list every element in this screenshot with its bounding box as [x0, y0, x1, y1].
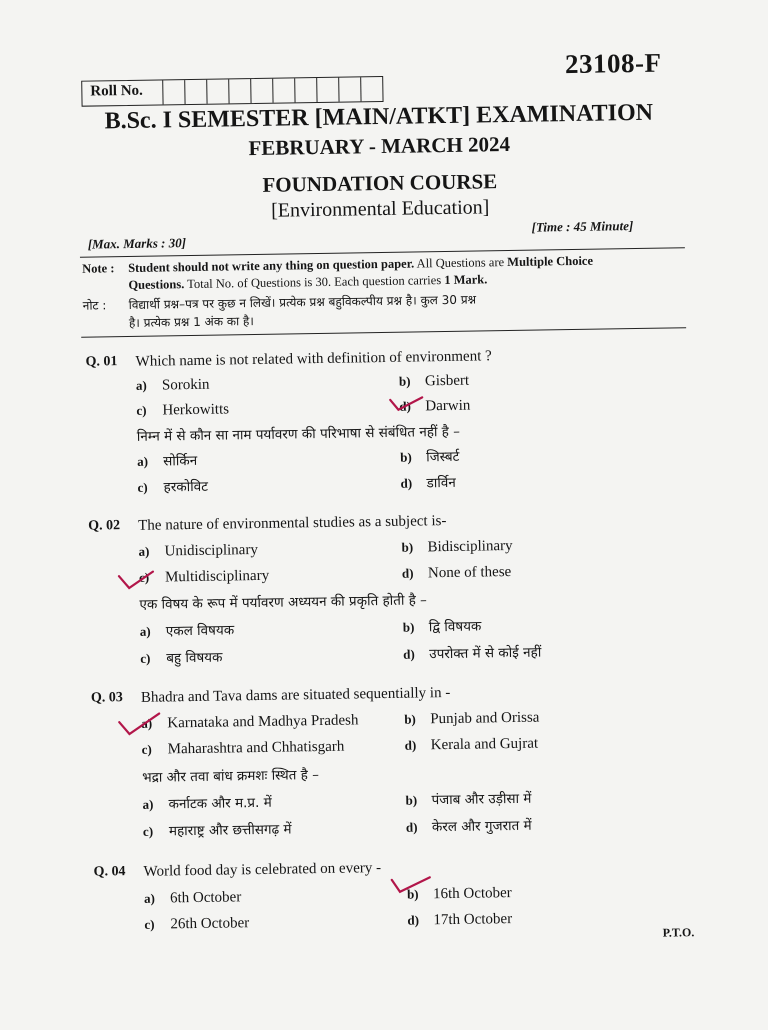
question-number: Q. 02 — [88, 518, 121, 534]
option-a: a) Sorokin — [135, 376, 210, 394]
roll-digit-box — [273, 78, 295, 102]
question-number: Q. 01 — [85, 354, 118, 370]
roll-digit-box — [207, 79, 229, 103]
exam-title: B.Sc. I SEMESTER [MAIN/ATKT] EXAMINATION — [104, 99, 654, 135]
note-text: Student should not write any thing on question paper. — [128, 256, 415, 275]
option-c: c) Multidisciplinary — [138, 567, 270, 586]
roll-digit-box — [229, 79, 251, 103]
answer-tick-mark — [390, 873, 434, 900]
option-c-hindi: c) महाराष्ट्र और छत्तीसगढ़ में — [142, 821, 292, 840]
option-b: b) 16th October — [406, 885, 512, 903]
answer-tick-mark — [117, 709, 163, 740]
note-text: Total No. of Questions is 30. Each question carries — [184, 273, 445, 292]
note-text: 1 Mark. — [444, 272, 488, 288]
note-text: All Questions are — [414, 255, 508, 271]
option-b-hindi: b) द्वि विषयक — [402, 618, 482, 636]
max-marks: [Max. Marks : 30] — [87, 235, 187, 252]
paper-code: 23108-F — [564, 47, 662, 80]
question-text-hindi: निम्न में से कौन सा नाम पर्यावरण की परिभाषा से संबंधित नहीं है – — [136, 423, 461, 445]
option-d-hindi: d) उपरोक्त में से कोई नहीं — [403, 644, 542, 663]
roll-label: Roll No. — [82, 80, 163, 105]
question-3 — [90, 682, 651, 840]
option-a: a) Unidisciplinary — [138, 541, 259, 560]
note-text-hindi: विद्यार्थी प्रश्न–पत्र पर कुछ न लिखें। प्रत्येक प्रश्न बहुविकल्पीय प्रश्न है। कुल 30 प्रश्न — [128, 292, 477, 312]
option-b: b) Bidisciplinary — [401, 537, 513, 556]
note-text: Multiple Choice — [507, 253, 594, 270]
question-4 — [93, 856, 654, 933]
roll-digit-box — [317, 78, 339, 102]
option-c: c) 26th October — [144, 915, 250, 933]
question-text-hindi: एक विषय के रूप में पर्यावरण अध्ययन की प्रकृति होती है – — [139, 592, 428, 613]
option-d-hindi: d) केरल और गुजरात में — [405, 817, 532, 836]
question-1 — [85, 346, 645, 496]
roll-digit-box — [339, 77, 361, 101]
question-2 — [88, 510, 648, 667]
option-d-hindi: d) डार्विन — [400, 474, 456, 492]
answer-tick-mark — [117, 566, 157, 595]
note-text: Questions. — [128, 277, 185, 292]
question-number: Q. 04 — [93, 864, 126, 880]
option-c-hindi: c) हरकोविट — [137, 478, 209, 496]
option-c: c) Herkowitts — [136, 401, 230, 419]
note-text-hindi: है। प्रत्येक प्रश्न 1 अंक का है। — [128, 314, 254, 330]
question-number: Q. 03 — [90, 690, 123, 706]
question-text: The nature of environmental studies as a subject is- — [138, 513, 447, 534]
option-c: c) Maharashtra and Chhatisgarh — [141, 738, 345, 758]
option-a-hindi: a) सोर्किन — [137, 452, 198, 470]
subject-name: [Environmental Education] — [270, 196, 490, 222]
option-a: a) 6th October — [143, 889, 242, 907]
question-text: World food day is celebrated on every - — [143, 860, 382, 880]
note-label-hindi: नोट : — [82, 298, 107, 313]
time-limit: [Time : 45 Minute] — [531, 218, 634, 235]
roll-digit-box — [361, 77, 382, 101]
answer-tick-mark — [388, 393, 428, 416]
question-text: Which name is not related with definition of environment ? — [135, 348, 492, 370]
option-b: b) Punjab and Orissa — [404, 709, 540, 728]
option-d: d) 17th October — [407, 911, 513, 929]
roll-digit-box — [251, 79, 273, 103]
roll-digit-box — [163, 80, 185, 104]
option-a-hindi: a) कर्नाटक और म.प्र. में — [142, 794, 272, 813]
question-text-hindi: भद्रा और तवा बांध क्रमशः स्थित है – — [142, 767, 320, 786]
course-name: FOUNDATION COURSE — [262, 169, 498, 197]
page-turn-over: P.T.O. — [662, 925, 695, 940]
roll-number-box — [81, 76, 383, 107]
option-b-hindi: b) जिस्बर्ट — [400, 448, 460, 466]
option-a: a) Karnataka and Madhya Pradesh — [141, 712, 359, 732]
option-c-hindi: c) बहु विषयक — [140, 649, 223, 667]
option-b: b) Gisbert — [398, 372, 470, 390]
note-hindi — [83, 287, 683, 332]
option-d: d) Darwin — [399, 397, 471, 415]
exam-session: FEBRUARY - MARCH 2024 — [248, 131, 511, 161]
option-d: d) Kerala and Gujrat — [404, 735, 539, 754]
roll-digit-box — [185, 80, 207, 104]
question-text: Bhadra and Tava dams are situated sequentially in - — [140, 684, 451, 706]
note-label: Note : — [82, 261, 115, 276]
option-d: d) None of these — [401, 564, 512, 582]
roll-digit-box — [295, 78, 317, 102]
option-b-hindi: b) पंजाब और उड़ीसा में — [405, 790, 532, 809]
option-a-hindi: a) एकल विषयक — [139, 622, 235, 640]
